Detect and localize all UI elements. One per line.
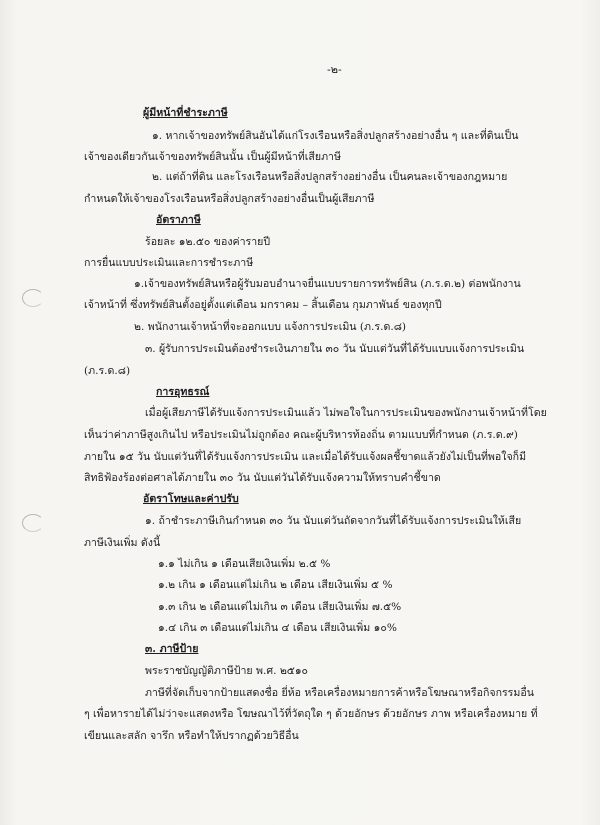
paragraph-line: ๆ เพื่อหารายได้ไม่ว่าจะแสดงหรือ โฆษณาไว้ที่วัตถุใด ๆ ด้วยอักษร ด้วยอักษร ภาพ หรือเครื่องหมาย ที่	[84, 708, 538, 720]
heading-sign-tax: ๓. ภาษีป้าย	[145, 643, 199, 655]
penalty-item: ๑.๑ ไม่เกิน ๑ เดือนเสียเงินเพิ่ม ๒.๕ %	[158, 558, 331, 570]
punch-hole-mark	[22, 514, 44, 532]
heading-penalty: อัตราโทษและค่าปรับ	[143, 493, 239, 505]
paragraph-line: เห็นว่าค่าภาษีสูงเกินไป หรือประเมินไม่ถูกต้อง คณะผู้บริหารท้องถิ่น ตามแบบที่กำหนด (ภ.ร.ด.๙)	[84, 429, 518, 441]
paragraph-line: สิทธิฟ้องร้องต่อศาลได้ภายใน ๓๐ วัน นับแต่วันได้รับแจ้งความให้ทราบคำชี้ขาด	[84, 472, 441, 484]
page-number: -๒-	[327, 63, 342, 76]
act-reference: พระราชบัญญัติภาษีป้าย พ.ศ. ๒๕๑๐	[145, 665, 309, 677]
paragraph-line: ๑.เจ้าของทรัพย์สินหรือผู้รับมอบอำนาจยื่นแบบรายการทรัพย์สิน (ภ.ร.ด.๒) ต่อพนักงาน	[134, 278, 521, 290]
subheading-filing: การยื่นแบบประเมินและการชำระภาษี	[84, 257, 254, 269]
heading-appeal: การอุทธรณ์	[156, 386, 210, 398]
paragraph-line: กำหนดให้เจ้าของโรงเรือนหรือสิ่งปลูกสร้างอย่างอื่นเป็นผู้เสียภาษี	[84, 193, 375, 205]
paragraph-line: (ภ.ร.ด.๘)	[84, 365, 131, 377]
paragraph-line: เจ้าของเดียวกันเจ้าของทรัพย์สินนั้น เป็นผู้มีหน้าที่เสียภาษี	[84, 151, 341, 163]
penalty-item: ๑.๔ เกิน ๓ เดือนแต่ไม่เกิน ๔ เดือน เสียเงินเพิ่ม ๑๐%	[158, 622, 397, 634]
heading-taxpayer: ผู้มีหน้าที่ชำระภาษี	[143, 107, 228, 119]
paragraph-line: ภายใน ๑๕ วัน นับแต่วันที่ได้รับแจ้งการประเมิน และเมื่อได้รับแจ้งผลชี้ขาดแล้วยังไม่เป็นที่พอใจก็มี	[84, 451, 527, 463]
paragraph-line: ๒. พนักงานเจ้าหน้าที่จะออกแบบ แจ้งการประเมิน (ภ.ร.ด.๘)	[134, 321, 407, 333]
paragraph-line: ภาษีเงินเพิ่ม ดังนี้	[84, 537, 161, 549]
paragraph-line: เจ้าหน้าที่ ซึ่งทรัพย์สินตั้งอยู่ตั้งแต่เดือน มกราคม – สิ้นเดือน กุมภาพันธ์ ของทุกปี	[84, 299, 442, 311]
paragraph-line: เมื่อผู้เสียภาษีได้รับแจ้งการประเมินแล้ว ไม่พอใจในการประเมินของพนักงานเจ้าหน้าที่โดย	[145, 407, 547, 419]
paragraph-line: ๑. ถ้าชำระภาษีเกินกำหนด ๓๐ วัน นับแต่วันถัดจากวันที่ได้รับแจ้งการประเมินให้เสีย	[145, 515, 522, 527]
penalty-item: ๑.๓ เกิน ๒ เดือนแต่ไม่เกิน ๓ เดือน เสียเงินเพิ่ม ๗.๕%	[158, 601, 402, 613]
paragraph-line: ๒. แต่ถ้าที่ดิน และโรงเรือนหรือสิ่งปลูกสร้างอย่างอื่น เป็นคนละเจ้าของกฎหมาย	[152, 171, 508, 183]
punch-hole-mark	[22, 289, 44, 307]
paragraph-line: ๓. ผู้รับการประเมินต้องชำระเงินภายใน ๓๐ วัน นับแต่วันที่ได้รับแบบแจ้งการประเมิน	[145, 343, 525, 355]
paragraph-line: ภาษีที่จัดเก็บจากป้ายแสดงชื่อ ยี่ห้อ หรือเครื่องหมายการค้าหรือโฆษณาหรือกิจกรรมอื่น	[145, 687, 534, 699]
tax-rate-text: ร้อยละ ๑๒.๕๐ ของค่ารายปี	[145, 236, 271, 248]
paragraph-line: เขียนและสลัก จารึก หรือทำให้ปรากฏด้วยวิธีอื่น	[84, 730, 299, 742]
paragraph-line: ๑. หากเจ้าของทรัพย์สินอันได้แก่โรงเรือนหรือสิ่งปลูกสร้างอย่างอื่น ๆ และที่ดินเป็น	[152, 130, 519, 142]
heading-tax-rate: อัตราภาษี	[156, 214, 201, 226]
penalty-item: ๑.๒ เกิน ๑ เดือนแต่ไม่เกิน ๒ เดือน เสียเงินเพิ่ม ๕ %	[158, 579, 393, 591]
